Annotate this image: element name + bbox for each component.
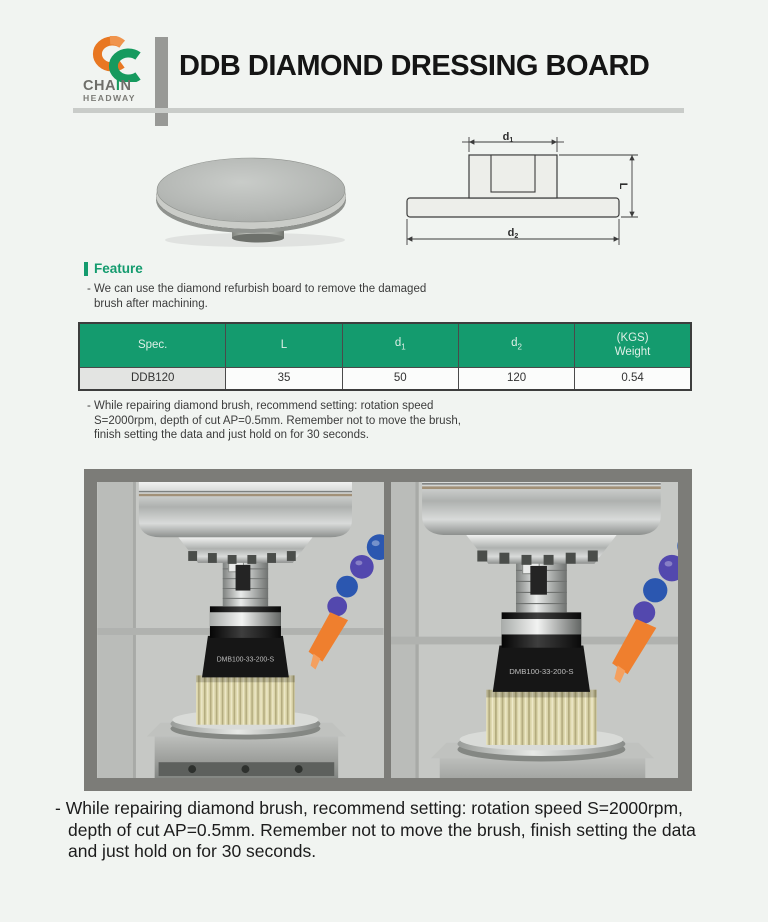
diagram-label-d2: d2 <box>507 227 519 240</box>
col-header-d2: $d_2$ <box>458 323 574 367</box>
feature-heading: Feature <box>94 261 143 276</box>
table-row <box>79 367 691 390</box>
spec-table-header-row <box>79 323 691 367</box>
product-photo-dressing-board <box>135 140 367 252</box>
dimension-diagram <box>393 132 651 256</box>
feature-heading-row <box>84 261 143 276</box>
feature-bullet-line1: - We can use the diamond refurbish board to remove the damaged <box>87 283 427 295</box>
diagram-label-d1: d1 <box>502 132 514 144</box>
col-header-weight: (KGS) Weight <box>575 323 691 367</box>
recommend-note-line2: S=2000rpm, depth of cut AP=0.5mm. Remember not to move the brush, <box>94 414 461 427</box>
feature-bullet-line2: brush after machining. <box>94 298 208 310</box>
recommend-note <box>87 399 461 443</box>
logo-chain-text: CHAIN <box>83 78 132 94</box>
col-header-d1: $d_1$ <box>342 323 458 367</box>
diagram-base-board <box>407 198 619 217</box>
machine-photo-left <box>97 482 384 778</box>
cell-spec: DDB120 <box>79 367 226 390</box>
header-rule <box>73 108 684 113</box>
spec-table-wrap <box>78 322 692 391</box>
footer-note-line2: depth of cut AP=0.5mm. Remember not to move the brush, finish setting the data <box>68 819 696 840</box>
footer-note-line1: - While repairing diamond brush, recommend setting: rotation speed S=2000rpm, <box>55 798 683 818</box>
recommend-note-line1: - While repairing diamond brush, recommend setting: rotation speed <box>87 400 434 412</box>
photo-frame <box>84 469 692 791</box>
logo-wordmark <box>83 79 147 103</box>
diagram-label-l: L <box>617 182 629 190</box>
footer-note <box>55 798 696 863</box>
footer-note-line3: and just hold on for 30 seconds. <box>68 841 317 861</box>
recommend-note-line3: finish setting the data and just hold on for 30 seconds. <box>94 429 369 441</box>
machine-photo-right <box>391 482 678 778</box>
cell-weight: 0.54 <box>575 367 691 390</box>
col-header-l: L <box>226 323 342 367</box>
diagram-bore <box>491 155 535 192</box>
cell-d1: 50 <box>342 367 458 390</box>
col-header-spec: Spec. <box>79 323 226 367</box>
logo-headway-text: HEADWAY <box>83 93 136 103</box>
chain-headway-logo-icon <box>82 36 154 82</box>
feature-accent-bar <box>84 262 88 276</box>
cell-l: 35 <box>226 367 342 390</box>
feature-bullet <box>87 282 426 312</box>
spec-table <box>78 322 692 391</box>
cell-d2: 120 <box>458 367 574 390</box>
page-title: DDB DIAMOND DRESSING BOARD <box>179 50 650 82</box>
